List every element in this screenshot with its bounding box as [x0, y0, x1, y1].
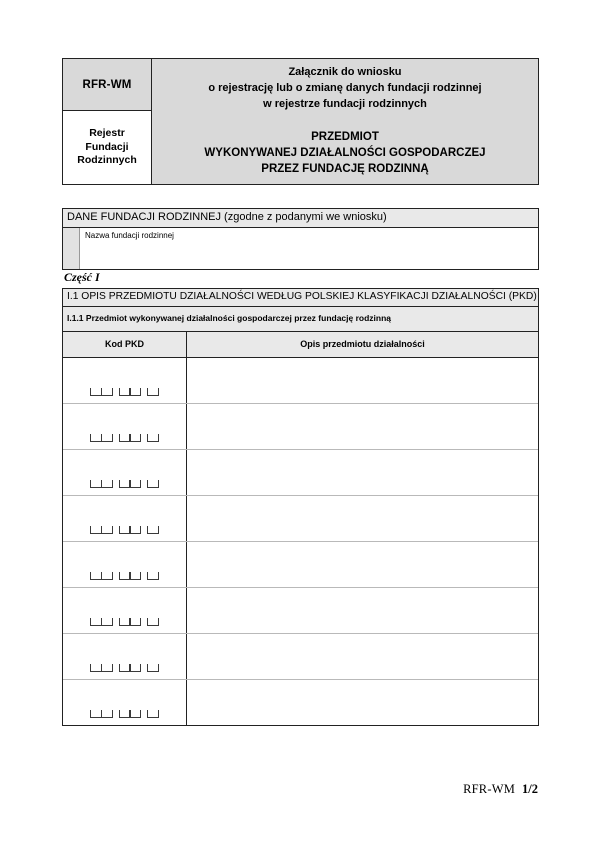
- title-line-1: Załącznik do wniosku: [288, 66, 402, 79]
- pkd-code-group-2[interactable]: [119, 664, 142, 672]
- pkd-code-group-3[interactable]: [147, 388, 159, 396]
- pkd-code-char-box[interactable]: [101, 434, 113, 442]
- pkd-description-cell[interactable]: [187, 633, 539, 679]
- form-subject-block: [152, 129, 538, 177]
- pkd-code-char-box[interactable]: [147, 618, 159, 626]
- registry-line-3: Rodzinnych: [77, 154, 137, 167]
- section-i1: [62, 288, 539, 726]
- pkd-code-comb[interactable]: [63, 572, 186, 587]
- pkd-code-group-2[interactable]: [119, 710, 142, 718]
- pkd-code-comb[interactable]: [63, 388, 186, 403]
- foundation-data-title: DANE FUNDACJI RODZINNEJ (zgodne z podanymi we wniosku): [63, 209, 538, 228]
- table-row: [63, 495, 538, 541]
- pkd-code-group-3[interactable]: [147, 664, 159, 672]
- section-i1-title: I.1 OPIS PRZEDMIOTU DZIAŁALNOŚCI WEDŁUG POLSKIEJ KLASYFIKACJI DZIAŁALNOŚCI (PKD): [63, 289, 538, 307]
- pkd-code-group-2[interactable]: [119, 526, 142, 534]
- pkd-code-cell[interactable]: [63, 357, 187, 403]
- pkd-code-char-box[interactable]: [129, 618, 141, 626]
- pkd-description-cell[interactable]: [187, 403, 539, 449]
- pkd-code-group-3[interactable]: [147, 434, 159, 442]
- pkd-code-cell[interactable]: [63, 449, 187, 495]
- pkd-code-char-box[interactable]: [101, 526, 113, 534]
- pkd-code-group-1[interactable]: [90, 388, 113, 396]
- pkd-code-char-box[interactable]: [147, 388, 159, 396]
- pkd-code-comb[interactable]: [63, 710, 186, 725]
- title-line-3: w rejestrze fundacji rodzinnych: [263, 97, 427, 110]
- pkd-code-group-2[interactable]: [119, 618, 142, 626]
- pkd-code-cell[interactable]: [63, 495, 187, 541]
- pkd-code-group-2[interactable]: [119, 480, 142, 488]
- pkd-code-char-box[interactable]: [147, 664, 159, 672]
- page-footer: [463, 782, 538, 797]
- foundation-name-field[interactable]: [80, 228, 538, 269]
- pkd-code-char-box[interactable]: [129, 664, 141, 672]
- subject-line-1: PRZEDMIOT: [311, 131, 379, 144]
- pkd-code-group-1[interactable]: [90, 572, 113, 580]
- pkd-code-group-3[interactable]: [147, 526, 159, 534]
- pkd-code-char-box[interactable]: [101, 664, 113, 672]
- pkd-code-comb[interactable]: [63, 434, 186, 449]
- pkd-code-char-box[interactable]: [101, 388, 113, 396]
- pkd-code-group-1[interactable]: [90, 664, 113, 672]
- pkd-code-group-1[interactable]: [90, 710, 113, 718]
- footer-form-code: RFR-WM: [463, 782, 516, 796]
- subject-line-3: PRZEZ FUNDACJĘ RODZINNĄ: [261, 163, 429, 176]
- registry-name-cell: [63, 111, 152, 185]
- table-row: [63, 357, 538, 403]
- table-row: [63, 541, 538, 587]
- registry-line-2: Fundacji: [85, 140, 129, 153]
- pkd-code-char-box[interactable]: [129, 526, 141, 534]
- pkd-code-char-box[interactable]: [129, 434, 141, 442]
- pkd-code-comb[interactable]: [63, 526, 186, 541]
- form-title-block: [152, 65, 538, 112]
- pkd-code-char-box[interactable]: [147, 480, 159, 488]
- pkd-code-group-1[interactable]: [90, 526, 113, 534]
- foundation-data-section: [62, 208, 539, 270]
- pkd-description-cell[interactable]: [187, 495, 539, 541]
- pkd-code-group-3[interactable]: [147, 710, 159, 718]
- subject-line-2: WYKONYWANEJ DZIAŁALNOŚCI GOSPODARCZEJ: [204, 147, 486, 160]
- pkd-table-body: [63, 357, 538, 725]
- pkd-description-cell[interactable]: [187, 357, 539, 403]
- pkd-code-char-box[interactable]: [101, 618, 113, 626]
- pkd-code-char-box[interactable]: [101, 572, 113, 580]
- pkd-code-char-box[interactable]: [147, 434, 159, 442]
- field-gutter: [63, 228, 80, 269]
- pkd-table: [63, 332, 538, 725]
- column-header-opis: Opis przedmiotu działalności: [187, 332, 539, 358]
- pkd-code-group-2[interactable]: [119, 434, 142, 442]
- table-row: [63, 403, 538, 449]
- subsection-i11-title: I.1.1 Przedmiot wykonywanej działalności gospodarczej przez fundację rodzinną: [63, 307, 538, 331]
- pkd-code-char-box[interactable]: [129, 572, 141, 580]
- foundation-name-label: Nazwa fundacji rodzinnej: [85, 231, 174, 241]
- pkd-description-cell[interactable]: [187, 587, 539, 633]
- pkd-code-group-3[interactable]: [147, 572, 159, 580]
- form-title-cell: [152, 59, 539, 185]
- pkd-code-char-box[interactable]: [147, 526, 159, 534]
- foundation-name-row: [63, 228, 538, 269]
- pkd-code-char-box[interactable]: [101, 480, 113, 488]
- pkd-code-cell[interactable]: [63, 403, 187, 449]
- title-line-2: o rejestrację lub o zmianę danych fundacji rodzinnej: [208, 82, 482, 95]
- part-label: Część I: [64, 270, 100, 284]
- table-row: [63, 587, 538, 633]
- pkd-code-comb[interactable]: [63, 480, 186, 495]
- column-header-kod-pkd: Kod PKD: [63, 332, 187, 358]
- pkd-code-cell[interactable]: [63, 679, 187, 725]
- pkd-code-cell[interactable]: [63, 633, 187, 679]
- pkd-code-group-1[interactable]: [90, 618, 113, 626]
- pkd-description-cell[interactable]: [187, 449, 539, 495]
- pkd-description-cell[interactable]: [187, 679, 539, 725]
- pkd-description-cell[interactable]: [187, 541, 539, 587]
- pkd-code-group-2[interactable]: [119, 388, 142, 396]
- table-row: [63, 679, 538, 725]
- pkd-code-group-1[interactable]: [90, 434, 113, 442]
- form-code-cell: RFR-WM: [63, 59, 152, 111]
- pkd-code-group-3[interactable]: [147, 480, 159, 488]
- pkd-code-cell[interactable]: [63, 587, 187, 633]
- pkd-code-comb[interactable]: [63, 664, 186, 679]
- pkd-code-comb[interactable]: [63, 618, 186, 633]
- pkd-code-char-box[interactable]: [129, 480, 141, 488]
- pkd-code-cell[interactable]: [63, 541, 187, 587]
- pkd-code-char-box[interactable]: [147, 710, 159, 718]
- form-header: [62, 58, 539, 185]
- registry-line-1: Rejestr: [89, 126, 125, 139]
- table-row: [63, 449, 538, 495]
- table-row: [63, 633, 538, 679]
- footer-page-number: 1/2: [522, 782, 538, 796]
- pkd-code-group-3[interactable]: [147, 618, 159, 626]
- pkd-code-char-box[interactable]: [101, 710, 113, 718]
- pkd-code-group-2[interactable]: [119, 572, 142, 580]
- pkd-code-group-1[interactable]: [90, 480, 113, 488]
- pkd-code-char-box[interactable]: [129, 710, 141, 718]
- pkd-table-header-row: [63, 332, 538, 358]
- pkd-code-char-box[interactable]: [129, 388, 141, 396]
- pkd-code-char-box[interactable]: [147, 572, 159, 580]
